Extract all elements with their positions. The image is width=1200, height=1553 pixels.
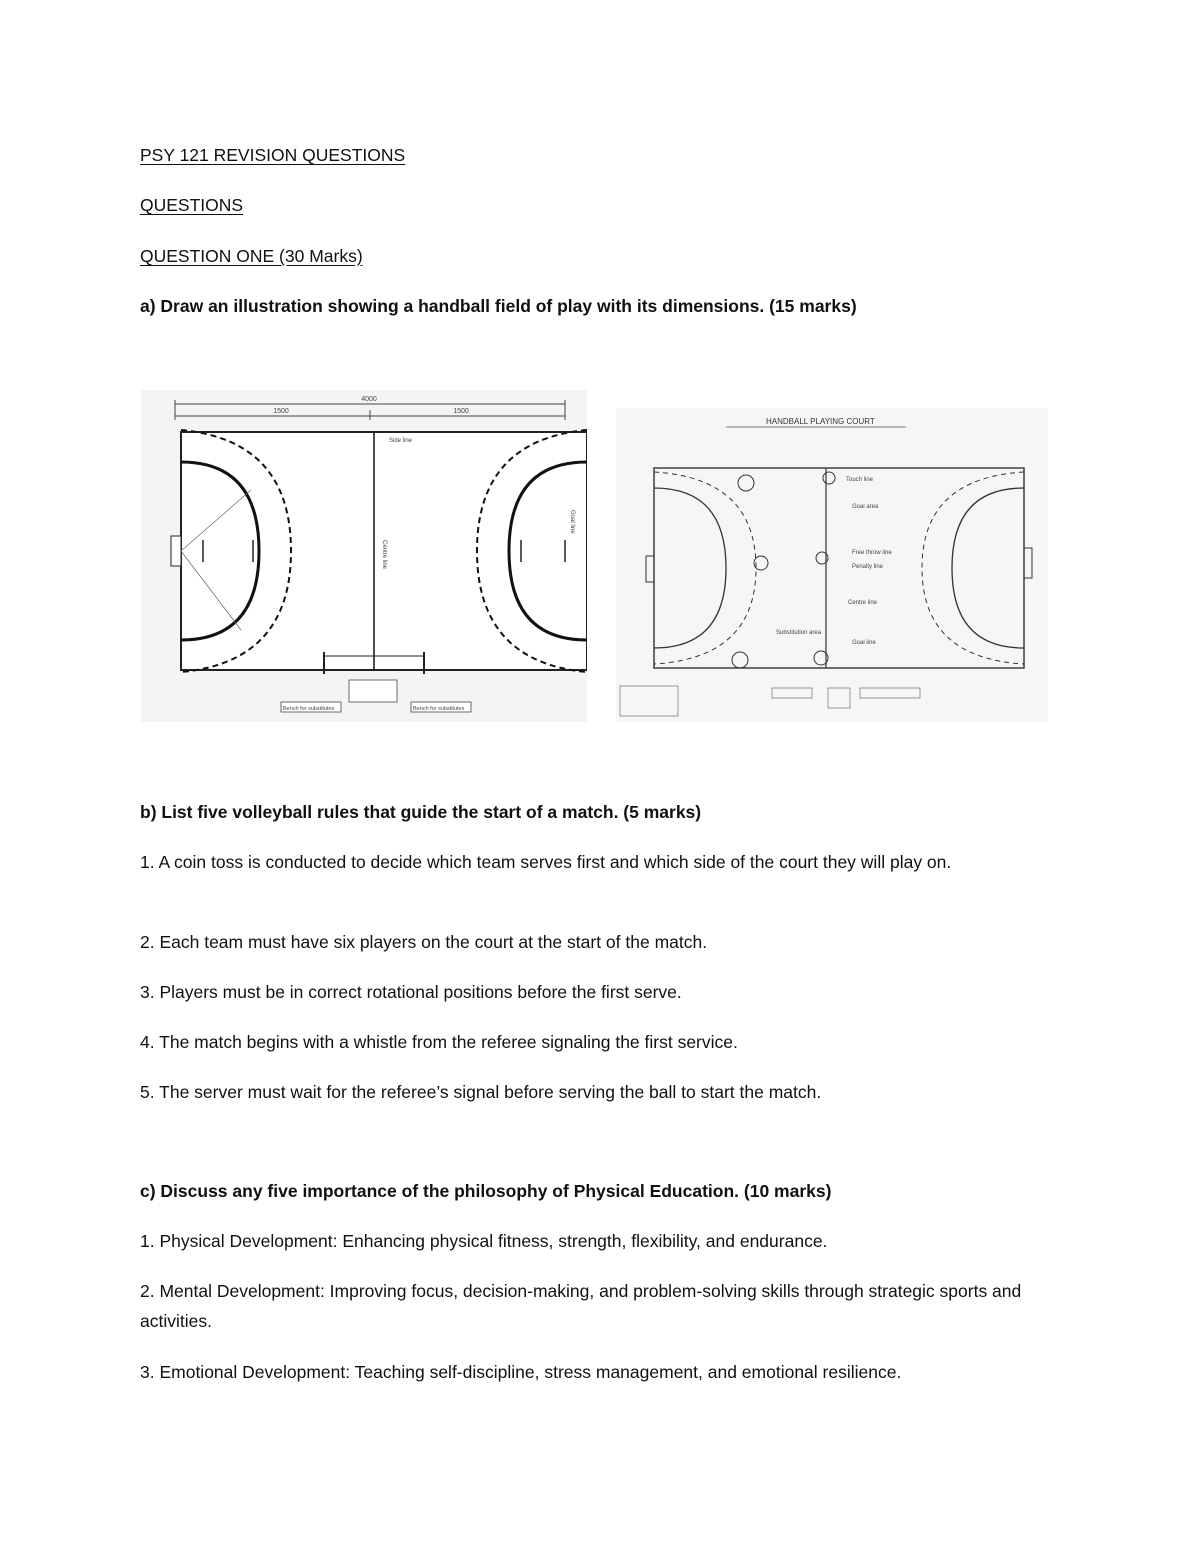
part-a-prompt: a) Draw an illustration showing a handball field of play with its dimensions. (15 marks): [140, 296, 857, 316]
top-dimension-label: 4000: [361, 396, 377, 403]
label-free-throw-line: Free throw line: [852, 550, 892, 556]
part-b-item-5: 5. The server must wait for the referee’s signal before serving the ball to start the match.: [140, 1082, 822, 1102]
half-left-dimension: 1500: [273, 408, 289, 415]
half-right-dimension: 1500: [453, 408, 469, 415]
centre-line-label: Centre line: [381, 540, 387, 570]
label-substitution-area: Substitution area: [776, 630, 822, 636]
label-touch-line: Touch line: [846, 477, 874, 483]
handball-court-diagram-handdrawn: [616, 408, 1048, 722]
label-goal-line: Goal line: [852, 640, 876, 646]
part-b-item-2: 2. Each team must have six players on the court at the start of the match.: [140, 932, 708, 952]
label-penalty-line: Penalty line: [852, 564, 884, 570]
part-b-item-4: 4. The match begins with a whistle from the referee signaling the first service.: [140, 1032, 738, 1052]
handball-court-diagram-printed: [141, 390, 587, 722]
goal-line-label: Goal line: [569, 510, 575, 534]
label-centre-line: Centre line: [848, 600, 878, 606]
part-b-item-3: 3. Players must be in correct rotational positions before the first serve.: [140, 982, 682, 1002]
part-c-item-1: 1. Physical Development: Enhancing physical fitness, strength, flexibility, and endurance.: [140, 1231, 828, 1251]
part-b-item-1: 1. A coin toss is conducted to decide which team serves first and which side of the court they will play on.: [140, 852, 952, 872]
question-heading: QUESTION ONE (30 Marks): [140, 246, 363, 266]
side-line-label: Side line: [389, 438, 413, 444]
part-b-prompt: b) List five volleyball rules that guide the start of a match. (5 marks): [140, 802, 702, 822]
bench-right-label: Bench for substitutes: [413, 706, 465, 712]
handdrawn-title: HANDBALL PLAYING COURT: [766, 417, 875, 426]
part-c-item-2: 2. Mental Development: Improving focus, decision-making, and problem-solving skills through strategic sports and activities.: [140, 1281, 1022, 1331]
bench-left-label: Bench for substitutes: [283, 706, 335, 712]
part-c-prompt: c) Discuss any five importance of the philosophy of Physical Education. (10 marks): [140, 1181, 832, 1201]
part-c-item-3: 3. Emotional Development: Teaching self-discipline, stress management, and emotional resilience.: [140, 1362, 902, 1382]
section-heading: QUESTIONS: [140, 195, 244, 215]
label-goal-area: Goal area: [852, 504, 879, 510]
document-title: PSY 121 REVISION QUESTIONS: [140, 145, 406, 165]
